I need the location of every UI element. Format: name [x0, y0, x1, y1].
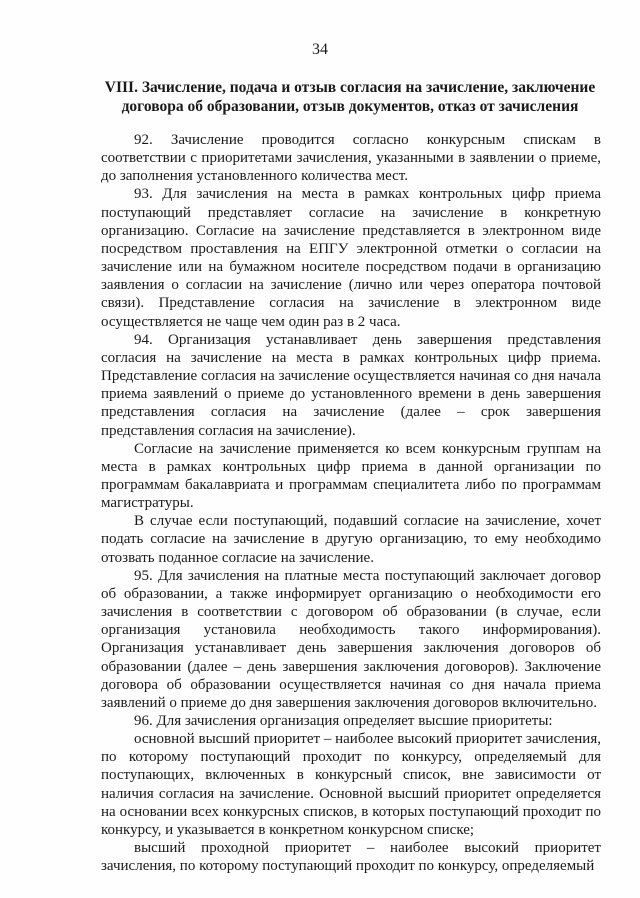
- document-body: [101, 131, 601, 875]
- paragraph-passing-priority: высший проходной приоритет – наиболее высокий приоритет зачисления, по которому поступающий проходит по конкурсу, определяемый: [101, 840, 601, 875]
- paragraph-main-priority: основной высший приоритет – наиболее высокий приоритет зачисления, по которому поступающий проходит по конкурсу, определяемый для поступающих, включенных в конкурсный список, вне зависимости от наличия согласия на зачисление. Основной высший приоритет определяется на основании всех конкурсных списков, в которых поступающий проходит по конкурсу, и указывается в конкретном конкурсном списке;: [101, 731, 601, 838]
- paragraph-96: 96. Для зачисления организация определяет высшие приоритеты:: [134, 713, 553, 729]
- paragraph-92: 92. Зачисление проводится согласно конкурсным спискам в соответствии с приоритетами зачисления, указанными в заявлении о приеме, до заполнения установленного количества мест.: [101, 132, 601, 185]
- page-number: 34: [312, 41, 328, 58]
- section-title: VIII. Зачисление, подача и отзыв согласия на зачисление, заключение договора об образовании, отзыв документов, отказ от зачисления: [104, 79, 596, 115]
- paragraph-95: 95. Для зачисления на платные места поступающий заключает договор об образовании, а также информирует организацию о необходимости его зачисления в соответствии с договором об образовании (в случае, если организация установила необходимость такого информирования). Организация устанавливает день завершения заключения договоров об образовании (далее – день завершения заключения договоров). Заключение договора об образовании осуществляется начиная со дня начала приема заявлений о приеме до дня завершения заключения договоров включительно.: [101, 567, 601, 711]
- paragraph-93: 93. Для зачисления на места в рамках контрольных цифр приема поступающий представляет согласие на зачисление в конкретную организацию. Согласие на зачисление представляется в электронном виде посредством проставления на ЕПГУ электронной отметки о согласии на зачисление или на бумажном носителе посредством подачи в организацию заявления о согласии на зачисление (лично или через оператора почтовой связи). Представление согласия на зачисление в электронном виде осуществляется не чаще чем один раз в 2 часа.: [101, 186, 601, 330]
- paragraph-consent-withdrawal: В случае если поступающий, подавший согласие на зачисление, хочет подать согласие на зачисление в другую организацию, то ему необходимо отозвать поданное согласие на зачисление.: [101, 513, 601, 566]
- paragraph-94: 94. Организация устанавливает день завершения представления согласия на зачисление на места в рамках контрольных цифр приема. Представление согласия на зачисление осуществляется начиная со дня начала приема заявлений о приеме до установленного времени в день завершения представления согласия на зачисление (далее – срок завершения представления согласия на зачисление).: [101, 331, 601, 439]
- paragraph-consent-scope: Согласие на зачисление применяется ко всем конкурсным группам на места в рамках контрольных цифр приема в данной организации по программам бакалавриата и программам специалитета либо по программам магистратуры.: [101, 440, 601, 512]
